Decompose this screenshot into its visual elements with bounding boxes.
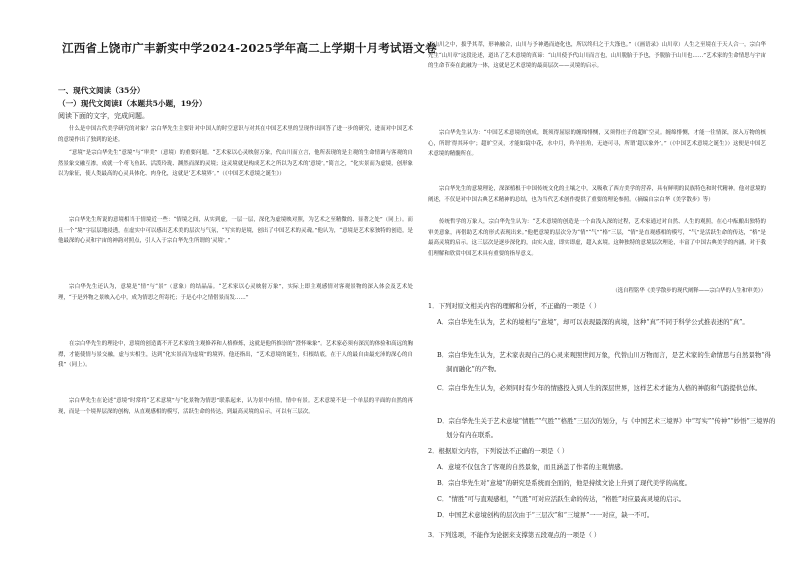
passage-paragraph: 宗白华先生所说的意境相当于情境近一些：“情境之间，从实到虚，一层一层，深化为虚境映对照，为艺术之至精微的、显著之处”（同上）。而且一个“境”字层层地浸透，在虚实中可以感出艺术美的层次与气氛，“写实的是境，创出了中国艺术的灵魂。”他认为，“意境是艺术家独特的创造，是他最深的心灵和宇宙的神韵对照点，引人入于宗白华先生所谓的‘灵境’。”	[58, 217, 413, 245]
question-1-stem: 1．下列对原文相关内容的理解和分析，不正确的一项是（ ）	[428, 302, 601, 310]
passage-paragraph: 什么是中国古代美学研究的对象？宗白华先生主要针对中国人的时空意识与对其在中国艺术里的呈现作出回答了进一步的研究，进而对中国艺术的意境作出了独到的论述。	[58, 126, 413, 143]
question-1-option-a: A．宗白华先生认为，艺术的境相与“意境”，却可以表现最深的真境，这种“真”不同于科学公式推表述的“真”。	[437, 318, 749, 326]
reading-instruction: 阅读下面的文字，完成问题。	[58, 112, 149, 120]
passage-paragraph: 宗白华先生认为：“中国艺术意境的创成，既须得屈原的缠绵悱恻，又须得庄子的超旷空灵。缠绵悱恻，才能一往情深，深入万物的核心，所谓‘得其环中’；超旷空灵，才能如镜中花，水中月，羚羊挂角，无迹可寻，所谓‘超以象外’。”（《中国艺术意境之诞生》）这便是中国艺术意境的精髓所在。	[428, 130, 766, 158]
subsection-heading: （一）现代文阅读I（本题共5小题，19分）	[58, 99, 207, 108]
exam-title: 江西省上饶市广丰新实中学2024-2025学年高二上学期十月考试语文卷	[62, 41, 437, 55]
question-1-option-b: B．宗白华先生认为，艺术家表现自己的心灵来观照世间万象，代替山川万物而言，是艺术家的生命情思与自然景物“得洞而融化”的产物。	[437, 351, 771, 373]
section-heading: 一、现代文阅读（35分）	[58, 86, 145, 95]
passage-source: （选自程铭华《美学散步的现代阐释——宗白华的人生和审美》）	[612, 288, 766, 294]
passage-paragraph: 传统哲学的万象人，宗白华先生认为：“艺术意境的创造是一个由浅入深的过程，艺术家通过对自然、人生的观照，在心中酝酿出独特的审美意象，再借助艺术的形式表现出来。”他把意境的层次分为“情”“气”“格”三层，“情”是直观感相的模写，“气”是活跃生命的传达，“格”是最高灵境的启示。这三层次是逐步深化的，由实入虚，即实即虚，超入玄境。这种独特的意境层次理论，丰富了中国古典美学的内涵，对于我们理解和欣赏中国艺术具有重要的指导意义。	[428, 219, 766, 257]
question-2-option-c: C．“情胜”可与直观感相，“气胜”可对应活跃生命的传达，“格胜”对应最高灵境的启示。	[437, 495, 686, 503]
passage-paragraph: 在宗白华先生的理论中，意境的创造离不开艺术家的主观修养和人格修炼，这就是他所推崇的“澄怀味象”。艺术家必须有深沉的体验和高远的胸襟，才能使情与景交融，虚与实相生，达到“化实景而为虚境”的境界。他还指出，“艺术意境的诞生，归根结底，在于人的最自由最充沛的深心的自我”（同上）。	[58, 341, 413, 369]
question-2-option-b: B．宗白华先生对“意境”的研究是系统而全面的，他是持续文论上升到了现代美学的高度。	[437, 479, 692, 487]
question-1-option-d: D．宗白华先生关于艺术意境“情胜”“气胜”“格胜”三层次的划分，与《中国艺术三境界》中“写实”“传神”“妙悟”三境界的划分有内在联系。	[437, 417, 776, 439]
passage-paragraph: 宗白华先生在论述“意境”时常将“艺术意境”与“化景物为情思”联系起来，认为景中有情，情中有景。艺术意境不是一个单层的平面的自然的再现，而是一个境界层深的创构，从直观感相的模写，活跃生命的传达，到最高灵境的启示，可以有三层次。	[58, 398, 413, 415]
passage-paragraph: “意境”是宗白华先生“意境”与“审美”（意境）的重要问题。“艺术家以心灵映射万象，代山川而立言，他所表现的是主观的生命情调与客观的自然景象交融互渗，成就一个鸢飞鱼跃、活泼玲珑、渊然而深的灵境；这灵境就是构成艺术之所以为艺术的‘意境’。”简言之，“化实景而为虚境，创形象以为象征，使人类最高的心灵具体化、肉身化，这就是‘艺术境界’。”（《中国艺术意境之诞生》）	[58, 150, 413, 178]
passage-paragraph: 宗白华先生的意境理论，深深植根于中国传统文化的土壤之中，又吸收了西方美学的营养，具有鲜明的民族特色和时代精神。他对意境的阐述，不仅是对中国古典艺术精神的总结，也为当代艺术创作提供了重要的理论参照。（摘编自宗白华《美学散步》等）	[428, 186, 766, 203]
question-2-option-d: D．中国艺术意境创构的层次由于“三层次”和“三境界”一一对应，缺一不可。	[437, 511, 654, 519]
passage-paragraph: 于山川之中，拔乎其萃，形神融合，山川与予神遇而迹化也，所以终归之于大涤也。”（《画语录》山川章）人生之至境在于天人合一，宗白华先生“山川章”这段论述，道出了艺术意境的真谛：“山川使予代山川而言也，山川脱胎于予也，予脱胎于山川也……”艺术家的生命情思与宇宙的生命节奏在此融为一体，这就是艺术意境的最高层次——灵境的启示。	[428, 42, 766, 70]
passage-paragraph: 宗白华先生还认为，意境是“情”与“景”（意象）的结晶品。“艺术家以心灵映射万象”，实际上即主观感情对客观景物的深入体会及艺术处理，“于是外物之景映入心中，成为情思之所寄托；于是心中之情借景而发……”	[58, 284, 413, 301]
question-2-option-a: A．意境不仅包含了客观的自然景象，而且涵盖了作者的主观情感。	[437, 463, 627, 471]
question-2-stem: 2．根据原文内容，下列说法不正确的一项是（ ）	[428, 447, 569, 455]
question-1-option-c: C．宗白华先生认为，必须同时有少年的情感投入到人生的深层世界，这样艺术才能为人格的神韵和气韵提供总体。	[437, 384, 762, 392]
question-3-stem: 3．下列选项，不能作为论据来支撑第五段观点的一项是（ ）	[428, 531, 601, 539]
